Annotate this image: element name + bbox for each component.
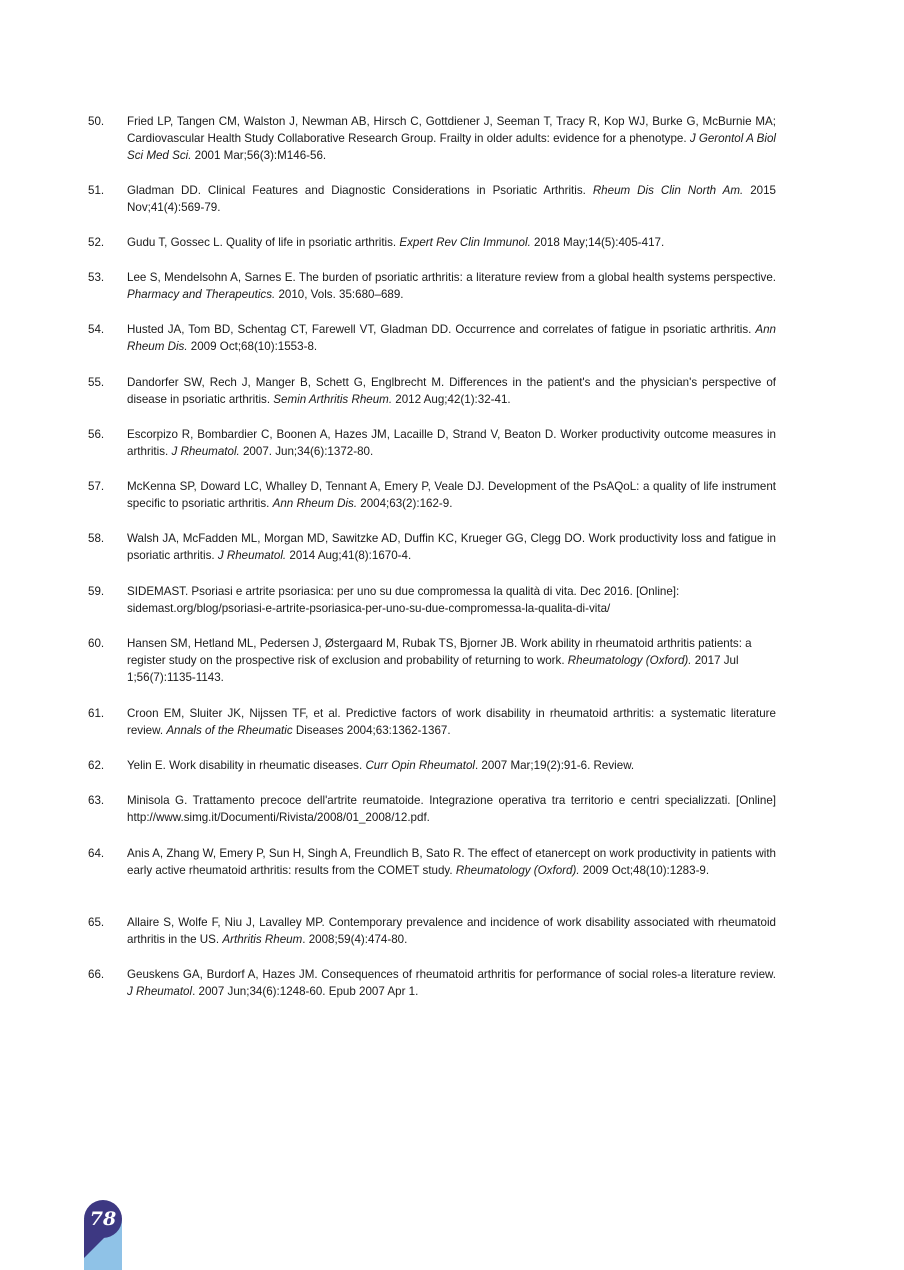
reference-journal: Rheum Dis Clin North Am. [592,184,744,197]
reference-text-segment: 2017 Jul 1;56(7):1135-1143. [127,654,739,685]
reference-item [88,914,776,948]
reference-text-segment: . 2007 Jun;34(6):1248-60. Epub 2007 Apr 1. [192,985,419,999]
reference-item [88,792,776,826]
reference-journal: J Gerontol A Biol Sci Med Sci. [127,132,776,163]
page-badge-circle [84,1200,122,1238]
page-number: 78 [89,1207,117,1230]
reference-item [88,269,776,303]
reference-number: 56. [88,428,105,441]
reference-item [88,234,776,251]
reference-text-segment: Geuskens GA, Burdorf A, Hazes JM. Consequences of rheumatoid arthritis for performance of social roles-a literature review. [127,968,776,981]
reference-text-segment: Fried LP, Tangen CM, Walston J, Newman AB, Hirsch C, Gottdiener J, Seeman T, Tracy R, Kop WJ, Burke G, McBurnie MA; Cardiovascular Health Study Collaborative Research Group. Frailty in older adults: evidence for a phenotype. [127,115,776,146]
reference-text-segment: 2010, Vols. 35:680–689. [275,288,404,302]
reference-text-segment: Hansen SM, Hetland ML, Pedersen J, Østergaard M, Rubak TS, Bjorner JB. Work ability in rheumatoid arthritis patients: a register study on the prospective risk of exclusion and probability of returning to work. [127,637,752,668]
reference-number: 52. [88,236,105,249]
reference-journal: Pharmacy and Therapeutics. [127,288,276,302]
reference-text-segment: Gudu T, Gossec L. Quality of life in psoriatic arthritis. [127,236,400,249]
reference-text-segment: Dandorfer SW, Rech J, Manger B, Schett G, Englbrecht M. Differences in the patient's and the physician's perspective of disease in psoriatic arthritis. [127,376,776,407]
reference-text-segment: 2001 Mar;56(3):M146-56. [191,149,327,163]
reference-text [127,234,776,251]
reference-number: 61. [88,707,105,720]
reference-number: 66. [88,968,105,981]
reference-text-segment: 2009 Oct;68(10):1553-8. [187,340,318,354]
reference-text-segment: . 2008;59(4):474-80. [302,933,408,947]
reference-text-segment: 2009 Oct;48(10):1283-9. [579,864,710,878]
reference-text-segment: Yelin E. Work disability in rheumatic diseases. [127,759,366,772]
reference-text [127,269,776,303]
reference-text [127,478,776,512]
reference-text-segment: Escorpizo R, Bombardier C, Boonen A, Hazes JM, Lacaille D, Strand V, Beaton D. Worker productivity outcome measures in arthritis. [127,428,776,459]
reference-number: 55. [88,376,105,389]
reference-text-segment: Husted JA, Tom BD, Schentag CT, Farewell VT, Gladman DD. Occurrence and correlates of fatigue in psoriatic arthritis. [127,323,756,336]
reference-journal: Rheumatology (Oxford). [455,864,580,878]
reference-item [88,321,776,355]
reference-text-segment: SIDEMAST. Psoriasi e artrite psoriasica: per uno su due compromessa la qualità di vita. Dec 2016. [Online]: sidemast.org/blog/psoriasi-e-artrite-psoriasica-per-uno-su-due-compromessa-la-qualita-di-vita/ [127,585,680,616]
reference-text [127,182,776,216]
reference-number: 62. [88,759,105,772]
reference-text [127,635,776,687]
reference-text [127,845,776,879]
reference-text-segment: . 2007 Mar;19(2):91-6. Review. [474,759,635,772]
reference-number: 53. [88,271,105,284]
reference-text [127,705,776,739]
reference-text-segment: 2015 Nov;41(4):569-79. [127,184,776,215]
reference-text-segment: Allaire S, Wolfe F, Niu J, Lavalley MP. Contemporary prevalence and incidence of work disability associated with rheumatoid arthritis in the US. [127,916,776,947]
reference-journal: Expert Rev Clin Immunol. [399,236,531,249]
reference-journal: Rheumatology (Oxford). [567,654,692,668]
reference-journal: Ann Rheum Dis. [127,323,776,354]
reference-item [88,845,776,879]
reference-text-segment: 2012 Aug;42(1):32-41. [392,393,511,407]
reference-text-segment: Croon EM, Sluiter JK, Nijssen TF, et al. Predictive factors of work disability in rheumatoid arthritis: a systematic literature review. [127,707,776,738]
reference-number: 51. [88,184,105,197]
reference-text [127,530,776,564]
reference-journal: J Rheumatol. [217,549,287,563]
reference-text [127,757,776,774]
reference-text-segment: 2004;63(2):162-9. [357,497,453,511]
reference-text [127,113,776,165]
reference-text [127,914,776,948]
reference-text [127,583,776,617]
reference-number: 63. [88,794,105,807]
reference-number: 50. [88,115,105,128]
reference-journal: Curr Opin Rheumatol [365,759,475,772]
reference-journal: J Rheumatol. [171,445,240,459]
reference-text-segment: Gladman DD. Clinical Features and Diagnostic Considerations in Psoriatic Arthritis. [127,184,593,197]
reference-number: 64. [88,847,105,860]
reference-number: 57. [88,480,105,493]
reference-text [127,966,776,1000]
reference-item [88,583,776,617]
reference-text-segment: 2014 Aug;41(8):1670-4. [286,549,412,563]
reference-item [88,374,776,408]
reference-number: 65. [88,916,105,929]
reference-item [88,966,776,1000]
reference-text-segment: Anis A, Zhang W, Emery P, Sun H, Singh A, Freundlich B, Sato R. The effect of etanercept on work productivity in patients with early active rheumatoid arthritis: results from the COMET study. [127,847,776,878]
page-number-badge [84,1200,124,1270]
reference-item [88,426,776,460]
reference-journal: Annals of the Rheumatic [166,724,293,738]
reference-item [88,182,776,216]
reference-number: 60. [88,637,105,650]
reference-journal: J Rheumatol [127,985,193,999]
reference-text-segment: 2007. Jun;34(6):1372-80. [239,445,374,459]
reference-item [88,757,776,774]
reference-journal: Semin Arthritis Rheum. [273,393,393,407]
reference-number: 54. [88,323,105,336]
reference-text-segment: Lee S, Mendelsohn A, Sarnes E. The burden of psoriatic arthritis: a literature review from a global health systems perspective. [127,271,776,284]
reference-number: 58. [88,532,105,545]
reference-item [88,113,776,165]
reference-item [88,478,776,512]
reference-text [127,426,776,460]
reference-text [127,374,776,408]
reference-journal: Ann Rheum Dis. [272,497,358,511]
reference-text [127,321,776,355]
reference-item [88,705,776,739]
reference-text-segment: Minisola G. Trattamento precoce dell'artrite reumatoide. Integrazione operativa tra territorio e centri specializzati. [Online] http://www.simg.it/Documenti/Rivista/2008/01_2008/12.pdf. [127,794,776,825]
reference-text-segment: Walsh JA, McFadden ML, Morgan MD, Sawitzke AD, Duffin KC, Krueger GG, Clegg DO. Work productivity loss and fatigue in psoriatic arthritis. [127,532,776,563]
reference-text-segment: Diseases 2004;63:1362-1367. [292,724,451,738]
reference-text [127,792,776,826]
reference-text-segment: 2018 May;14(5):405-417. [530,236,665,249]
reference-item [88,635,776,687]
reference-text-segment: McKenna SP, Doward LC, Whalley D, Tennant A, Emery P, Veale DJ. Development of the PsAQoL: a quality of life instrument specific to psoriatic arthritis. [127,480,776,511]
reference-item [88,530,776,564]
reference-number: 59. [88,585,105,598]
reference-journal: Arthritis Rheum [222,933,303,947]
